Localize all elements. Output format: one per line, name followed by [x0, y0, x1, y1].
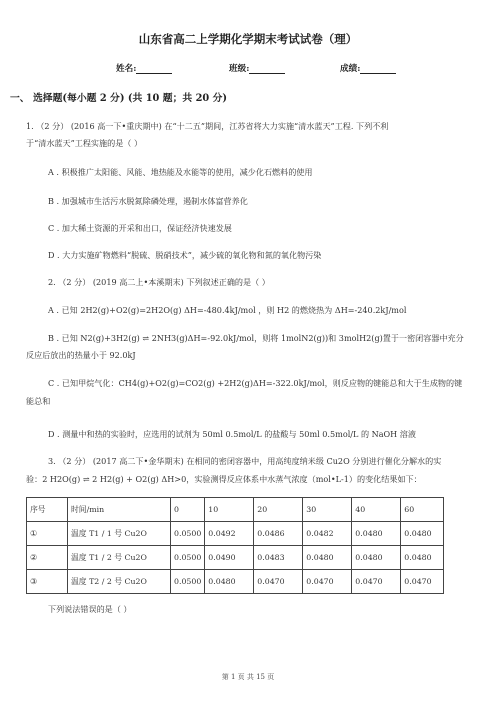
table-cell: 0.0480: [352, 546, 401, 570]
table-cell: 0.0500: [171, 570, 205, 594]
table-cell: ②: [27, 546, 68, 570]
q2-option-c-line2: 能总和: [26, 396, 51, 406]
q1-option-c: C . 加大稀土资源的开采和出口，保证经济快速发展: [48, 223, 232, 233]
table-cell: 温度 T1 / 2 号 Cu2O: [68, 546, 171, 570]
table-cell: 0.0470: [303, 570, 352, 594]
class-label: 班级:: [229, 64, 250, 74]
table-cell: 0.0500: [171, 546, 205, 570]
table-cell: 温度 T1 / 1 号 Cu2O: [68, 522, 171, 546]
table-cell: 0.0470: [254, 570, 303, 594]
table-cell: 0.0480: [352, 522, 401, 546]
table-header-cell: 20: [254, 498, 303, 522]
table-header-cell: 时间/min: [68, 498, 171, 522]
table-cell: 0.0480: [303, 546, 352, 570]
page-footer: 第 1 页 共 15 页: [221, 673, 275, 681]
q2-option-b-line2: 反应后放出的热量小于 92.0kJ: [26, 350, 136, 360]
table-cell: 温度 T2 / 2 号 Cu2O: [68, 570, 171, 594]
student-info-name: [116, 62, 172, 74]
table-header-cell: 10: [205, 498, 254, 522]
q1-option-a: A . 积极推广太阳能、风能、地热能及水能等的使用，减少化石燃料的使用: [48, 167, 313, 177]
q2-option-a: A . 已知 2H2(g)+O2(g)=2H2O(g) ΔH=-480.4kJ/mol ，则 H2 的燃烧热为 ΔH=-240.2kJ/mol: [48, 305, 407, 315]
q1-stem-line1: 1. （2 分） (2016 高一下•重庆期中) 在“十二五”期间，江苏省将大力实施“清水蓝天”工程. 下列不利: [26, 121, 389, 131]
table-cell: 0.0490: [205, 546, 254, 570]
q1-stem-line2: 于“清水蓝天”工程实施的是（ ）: [26, 138, 143, 148]
table-cell: 0.0486: [254, 522, 303, 546]
table-row: [27, 546, 444, 570]
name-label: 姓名:: [116, 64, 137, 74]
q2-stem: 2. （2 分） (2019 高二上•本溪期末) 下列叙述正确的是（ ）: [48, 277, 270, 287]
table-cell: ①: [27, 522, 68, 546]
score-blank: [360, 64, 396, 74]
name-blank: [136, 64, 172, 74]
table-header-cell: 0: [171, 498, 205, 522]
table-cell: 0.0480: [401, 522, 444, 546]
table-cell: 0.0480: [205, 570, 254, 594]
table-cell: 0.0492: [205, 522, 254, 546]
q2-option-d: D . 测量中和热的实验时，应选用的试剂为 50ml 0.5mol/L 的盐酸与 50ml 0.5mol/L 的 NaOH 溶液: [48, 429, 416, 439]
table-header-cell: 40: [352, 498, 401, 522]
table-cell: 0.0482: [303, 522, 352, 546]
table-cell: 0.0470: [352, 570, 401, 594]
q2-option-b-line1: B . 已知 N2(g)+3H2(g) ⇌ 2NH3(g)ΔH=-92.0kJ/mol，则将 1molN2(g))和 3molH2(g)置于一密闭容器中充分: [48, 333, 464, 343]
student-info-score: [340, 62, 396, 74]
table-row: [27, 570, 444, 594]
student-info-class: [229, 62, 285, 74]
table-cell: 0.0480: [401, 546, 444, 570]
table-cell: 0.0483: [254, 546, 303, 570]
q3-question-prompt: 下列说法错误的是（ ）: [48, 604, 132, 614]
table-cell: 0.0470: [401, 570, 444, 594]
table-header-cell: 60: [401, 498, 444, 522]
table-header-cell: 序号: [27, 498, 68, 522]
table-header-cell: 30: [303, 498, 352, 522]
q1-option-b: B . 加强城市生活污水脱氮除磷处理，遏制水体富营养化: [48, 196, 248, 206]
data-table: [26, 497, 444, 594]
table-row: [27, 522, 444, 546]
page-title: 山东省高二上学期化学期末考试试卷（理）: [138, 32, 358, 46]
class-blank: [249, 64, 285, 74]
section-heading: 一、 选择题(每小题 2 分) (共 10 题；共 20 分): [10, 93, 228, 104]
score-label: 成绩:: [340, 64, 361, 74]
q2-option-c-line1: C . 已知甲烷气化：CH4(g)+O2(g)=CO2(g) +2H2(g)ΔH=-322.0kJ/mol，则反应物的键能总和大于生成物的键: [48, 378, 463, 388]
q3-stem-line2: 验：2 H2O(g) ⇌ 2 H2(g) + O2(g) ΔH>0，实验测得反应体系中水蒸气浓度（mol•L-1）的变化结果如下：: [26, 474, 422, 484]
q3-stem-line1: 3. （2 分） (2017 高二下•金华期末) 在相同的密闭容器中，用高纯度纳米级 Cu2O 分别进行催化分解水的实: [48, 456, 442, 466]
table-cell: 0.0500: [171, 522, 205, 546]
q1-option-d: D . 大力实施矿物燃料“脱硫、脱硝技术”，减少硫的氧化物和氮的氧化物污染: [48, 250, 322, 260]
table-header-row: [27, 498, 444, 522]
table-cell: ③: [27, 570, 68, 594]
